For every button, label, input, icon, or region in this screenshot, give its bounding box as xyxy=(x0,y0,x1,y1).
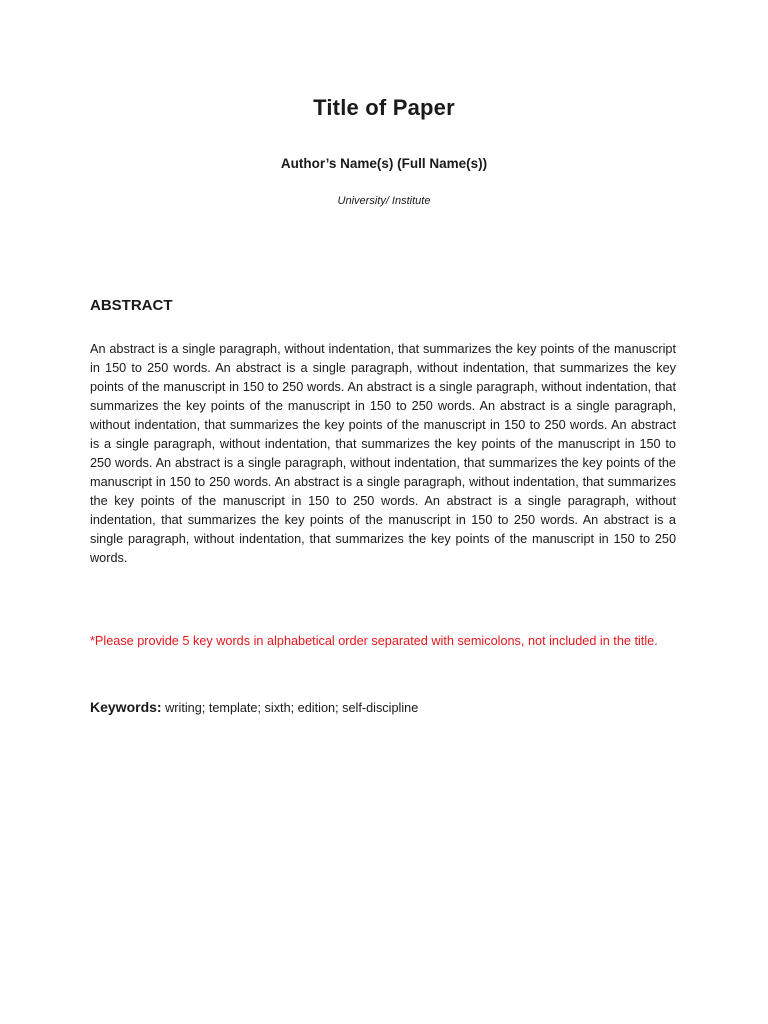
abstract-body: An abstract is a single paragraph, without indentation, that summarizes the key points of the manuscript in 150 to 250 words. An abstract is a single paragraph, without indentation, that summarizes the key points of the manuscript in 150 to 250 words. An abstract is a single paragraph, without indentation, that summarizes the key points of the manuscript in 150 to 250 words. An abstract is a single paragraph, without indentation, that summarizes the key points of the manuscript in 150 to 250 words. An abstract is a single paragraph, without indentation, that summarizes the key points of the manuscript in 150 to 250 words. An abstract is a single paragraph, without indentation, that summarizes the key points of the manuscript in 150 to 250 words. An abstract is a single paragraph, without indentation, that summarizes the key points of the manuscript in 150 to 250 words. An abstract is a single paragraph, without indentation, that summarizes the key points of the manuscript in 150 to 250 words. An abstract is a single paragraph, without indentation, that summarizes the key points of the manuscript in 150 to 250 words. xyxy=(90,342,676,565)
abstract-heading: ABSTRACT xyxy=(90,297,173,314)
keywords-label: Keywords: xyxy=(90,699,162,715)
author-names: Author’s Name(s) (Full Name(s)) xyxy=(280,156,488,171)
keywords-line xyxy=(90,699,676,715)
keywords-values: writing; template; sixth; edition; self-discipline xyxy=(165,701,419,715)
paper-title: Title of Paper xyxy=(313,95,455,120)
author-affiliation: University/ Institute xyxy=(337,195,431,207)
keyword-instruction-note: *Please provide 5 key words in alphabetical order separated with semicolons, not included in the title. xyxy=(90,634,658,648)
